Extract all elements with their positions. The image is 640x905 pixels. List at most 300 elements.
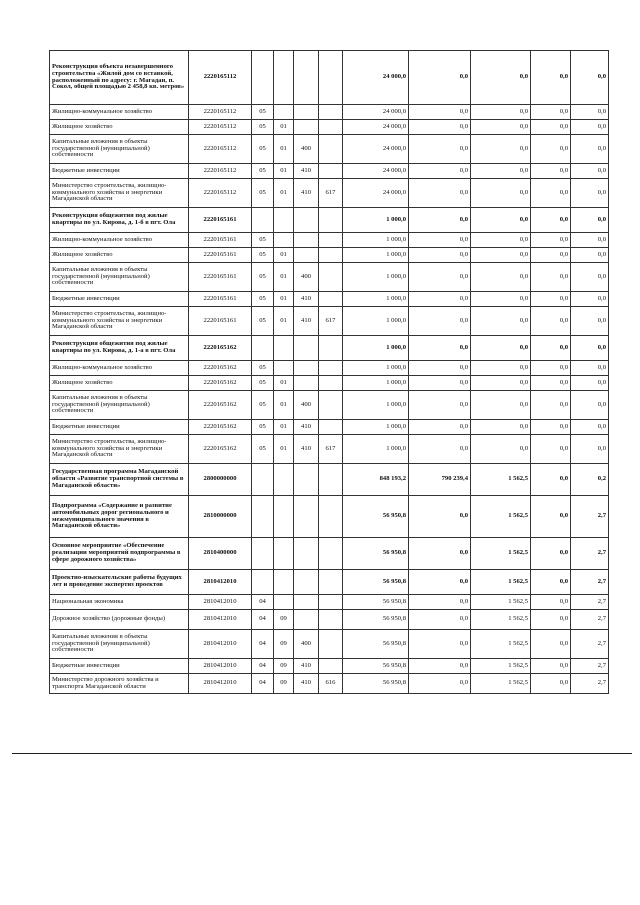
amount-4: 0,0 (571, 336, 609, 361)
expense-type-code: 410 (294, 164, 319, 179)
amount-federal: 0,0 (409, 376, 471, 391)
amount-3: 0,0 (531, 538, 571, 570)
amount-2: 0,0 (471, 135, 531, 164)
table-row (50, 420, 609, 435)
table-row (50, 179, 609, 208)
amount-4: 0,0 (571, 179, 609, 208)
section-code: 05 (252, 376, 274, 391)
amount-total: 24 000,0 (343, 105, 409, 120)
amount-total: 1 000,0 (343, 307, 409, 336)
amount-2: 0,0 (471, 391, 531, 420)
section-code: 05 (252, 120, 274, 135)
amount-federal: 0,0 (409, 248, 471, 263)
row-name: Бюджетные инвестиции (50, 292, 189, 307)
table-row (50, 164, 609, 179)
amount-federal: 0,0 (409, 610, 471, 630)
subsection-code (274, 538, 294, 570)
row-name: Жилищное хозяйство (50, 376, 189, 391)
grbs-code (319, 610, 343, 630)
expense-type-code (294, 233, 319, 248)
amount-2: 1 562,5 (471, 595, 531, 610)
section-code: 04 (252, 659, 274, 674)
section-code (252, 51, 274, 105)
table-row (50, 233, 609, 248)
amount-federal: 0,0 (409, 179, 471, 208)
section-code: 04 (252, 610, 274, 630)
grbs-code (319, 570, 343, 595)
expense-type-code (294, 120, 319, 135)
table-row (50, 263, 609, 292)
amount-2: 0,0 (471, 164, 531, 179)
section-code: 05 (252, 292, 274, 307)
amount-total: 56 950,8 (343, 595, 409, 610)
amount-total: 1 000,0 (343, 391, 409, 420)
amount-3: 0,0 (531, 164, 571, 179)
budget-table (49, 50, 609, 694)
subsection-code: 01 (274, 248, 294, 263)
row-name: Бюджетные инвестиции (50, 659, 189, 674)
amount-4: 0,0 (571, 435, 609, 464)
amount-2: 1 562,5 (471, 630, 531, 659)
amount-3: 0,0 (531, 674, 571, 694)
expense-type-code (294, 105, 319, 120)
grbs-code (319, 659, 343, 674)
row-name: Капитальные вложения в объекты государственной (муниципальной) собственности (50, 630, 189, 659)
amount-2: 0,0 (471, 435, 531, 464)
amount-total: 24 000,0 (343, 179, 409, 208)
amount-2: 1 562,5 (471, 659, 531, 674)
subsection-code: 01 (274, 420, 294, 435)
amount-2: 1 562,5 (471, 538, 531, 570)
row-name: Министерство строительства, жилищно-коммунального хозяйства и энергетики Магаданской области (50, 307, 189, 336)
amount-3: 0,0 (531, 336, 571, 361)
amount-4: 0,0 (571, 248, 609, 263)
amount-4: 0,0 (571, 391, 609, 420)
section-code: 05 (252, 263, 274, 292)
target-code: 2220165162 (189, 336, 252, 361)
table-row (50, 208, 609, 233)
amount-3: 0,0 (531, 51, 571, 105)
amount-3: 0,0 (531, 120, 571, 135)
table-row (50, 538, 609, 570)
budget-table-body (50, 51, 609, 694)
table-row (50, 292, 609, 307)
table-row (50, 570, 609, 595)
amount-3: 0,0 (531, 179, 571, 208)
amount-total: 56 950,8 (343, 659, 409, 674)
row-name: Дорожное хозяйство (дорожные фонды) (50, 610, 189, 630)
grbs-code (319, 263, 343, 292)
subsection-code (274, 336, 294, 361)
row-name: Жилищное хозяйство (50, 248, 189, 263)
grbs-code (319, 538, 343, 570)
amount-federal: 0,0 (409, 105, 471, 120)
grbs-code: 617 (319, 435, 343, 464)
amount-3: 0,0 (531, 420, 571, 435)
amount-2: 0,0 (471, 208, 531, 233)
table-row (50, 391, 609, 420)
table-row (50, 610, 609, 630)
amount-3: 0,0 (531, 135, 571, 164)
section-code (252, 208, 274, 233)
target-code: 2810412010 (189, 659, 252, 674)
subsection-code (274, 208, 294, 233)
grbs-code (319, 595, 343, 610)
amount-2: 0,0 (471, 263, 531, 292)
table-row (50, 659, 609, 674)
section-code: 05 (252, 248, 274, 263)
grbs-code (319, 496, 343, 538)
amount-total: 1 000,0 (343, 420, 409, 435)
section-code (252, 538, 274, 570)
amount-federal: 0,0 (409, 361, 471, 376)
amount-federal: 0,0 (409, 570, 471, 595)
amount-3: 0,0 (531, 659, 571, 674)
row-name: Министерство дорожного хозяйства и транспорта Магаданской области (50, 674, 189, 694)
table-row (50, 630, 609, 659)
subsection-code: 01 (274, 391, 294, 420)
amount-4: 0,0 (571, 361, 609, 376)
row-name: Жилищно-коммунальное хозяйство (50, 361, 189, 376)
section-code: 05 (252, 179, 274, 208)
expense-type-code (294, 376, 319, 391)
section-code (252, 464, 274, 496)
amount-3: 0,0 (531, 208, 571, 233)
bottom-rule (12, 753, 632, 754)
expense-type-code (294, 208, 319, 233)
amount-federal: 0,0 (409, 435, 471, 464)
amount-federal: 0,0 (409, 208, 471, 233)
subsection-code: 01 (274, 135, 294, 164)
amount-2: 0,0 (471, 51, 531, 105)
section-code: 04 (252, 595, 274, 610)
target-code: 2220165161 (189, 292, 252, 307)
amount-3: 0,0 (531, 292, 571, 307)
amount-4: 0,0 (571, 420, 609, 435)
target-code: 2220165112 (189, 51, 252, 105)
table-row (50, 135, 609, 164)
grbs-code (319, 51, 343, 105)
row-name: Жилищно-коммунальное хозяйство (50, 105, 189, 120)
amount-2: 0,0 (471, 307, 531, 336)
grbs-code (319, 208, 343, 233)
target-code: 2220165162 (189, 420, 252, 435)
amount-2: 1 562,5 (471, 610, 531, 630)
amount-4: 0,0 (571, 208, 609, 233)
expense-type-code: 410 (294, 420, 319, 435)
amount-federal: 0,0 (409, 391, 471, 420)
row-name: Реконструкция общежития под жилые квартиры по ул. Кирова, д. 1-б в пгт. Ола (50, 208, 189, 233)
amount-3: 0,0 (531, 496, 571, 538)
expense-type-code: 410 (294, 307, 319, 336)
target-code: 2220165161 (189, 307, 252, 336)
expense-type-code: 410 (294, 435, 319, 464)
row-name: Бюджетные инвестиции (50, 164, 189, 179)
subsection-code: 09 (274, 674, 294, 694)
amount-federal: 0,0 (409, 659, 471, 674)
row-name: Жилищное хозяйство (50, 120, 189, 135)
grbs-code (319, 361, 343, 376)
amount-federal: 0,0 (409, 135, 471, 164)
expense-type-code (294, 336, 319, 361)
table-row (50, 51, 609, 105)
amount-federal: 0,0 (409, 538, 471, 570)
amount-4: 2,7 (571, 674, 609, 694)
amount-3: 0,0 (531, 361, 571, 376)
row-name: Государственная программа Магаданской области «Развитие транспортной системы в Магаданской области» (50, 464, 189, 496)
target-code: 2220165161 (189, 208, 252, 233)
section-code: 04 (252, 630, 274, 659)
amount-4: 2,7 (571, 659, 609, 674)
row-name: Капитальные вложения в объекты государственной (муниципальной) собственности (50, 263, 189, 292)
subsection-code (274, 51, 294, 105)
amount-4: 0,0 (571, 51, 609, 105)
amount-total: 24 000,0 (343, 135, 409, 164)
target-code: 2220165162 (189, 376, 252, 391)
subsection-code: 01 (274, 307, 294, 336)
expense-type-code (294, 595, 319, 610)
amount-federal: 0,0 (409, 420, 471, 435)
amount-3: 0,0 (531, 105, 571, 120)
expense-type-code: 400 (294, 391, 319, 420)
grbs-code: 617 (319, 307, 343, 336)
section-code: 05 (252, 307, 274, 336)
target-code: 2810412010 (189, 610, 252, 630)
amount-total: 24 000,0 (343, 51, 409, 105)
amount-total: 1 000,0 (343, 292, 409, 307)
table-row (50, 674, 609, 694)
amount-3: 0,0 (531, 307, 571, 336)
amount-total: 1 000,0 (343, 248, 409, 263)
subsection-code: 01 (274, 435, 294, 464)
amount-4: 2,7 (571, 538, 609, 570)
subsection-code: 01 (274, 179, 294, 208)
amount-total: 1 000,0 (343, 263, 409, 292)
grbs-code (319, 233, 343, 248)
row-name: Бюджетные инвестиции (50, 420, 189, 435)
amount-federal: 0,0 (409, 120, 471, 135)
subsection-code (274, 361, 294, 376)
grbs-code (319, 420, 343, 435)
target-code: 2220165112 (189, 120, 252, 135)
amount-2: 0,0 (471, 292, 531, 307)
target-code: 2220165162 (189, 435, 252, 464)
amount-3: 0,0 (531, 464, 571, 496)
target-code: 2220165161 (189, 263, 252, 292)
amount-4: 2,7 (571, 630, 609, 659)
section-code: 05 (252, 164, 274, 179)
amount-federal: 0,0 (409, 51, 471, 105)
subsection-code: 09 (274, 610, 294, 630)
table-row (50, 307, 609, 336)
amount-total: 56 950,8 (343, 674, 409, 694)
amount-2: 0,0 (471, 120, 531, 135)
amount-3: 0,0 (531, 376, 571, 391)
amount-2: 1 562,5 (471, 570, 531, 595)
amount-4: 0,0 (571, 233, 609, 248)
amount-2: 0,0 (471, 105, 531, 120)
amount-total: 1 000,0 (343, 376, 409, 391)
grbs-code (319, 292, 343, 307)
target-code: 2220165112 (189, 164, 252, 179)
amount-4: 0,0 (571, 263, 609, 292)
target-code: 2810412010 (189, 630, 252, 659)
grbs-code (319, 164, 343, 179)
amount-3: 0,0 (531, 610, 571, 630)
amount-4: 0,0 (571, 164, 609, 179)
section-code: 05 (252, 420, 274, 435)
amount-2: 0,0 (471, 420, 531, 435)
subsection-code (274, 233, 294, 248)
expense-type-code (294, 464, 319, 496)
expense-type-code: 410 (294, 292, 319, 307)
grbs-code: 616 (319, 674, 343, 694)
target-code: 2800000000 (189, 464, 252, 496)
grbs-code (319, 120, 343, 135)
table-row (50, 361, 609, 376)
amount-total: 56 950,8 (343, 496, 409, 538)
amount-total: 1 000,0 (343, 233, 409, 248)
expense-type-code (294, 538, 319, 570)
amount-total: 24 000,0 (343, 120, 409, 135)
subsection-code: 09 (274, 630, 294, 659)
table-row (50, 376, 609, 391)
target-code: 2220165112 (189, 179, 252, 208)
table-row (50, 496, 609, 538)
expense-type-code (294, 570, 319, 595)
amount-federal: 790 239,4 (409, 464, 471, 496)
subsection-code (274, 464, 294, 496)
amount-total: 56 950,8 (343, 538, 409, 570)
amount-federal: 0,0 (409, 233, 471, 248)
section-code: 05 (252, 391, 274, 420)
amount-total: 56 950,8 (343, 570, 409, 595)
expense-type-code: 400 (294, 630, 319, 659)
amount-federal: 0,0 (409, 595, 471, 610)
section-code: 05 (252, 105, 274, 120)
target-code: 2220165161 (189, 233, 252, 248)
row-name: Министерство строительства, жилищно-коммунального хозяйства и энергетики Магаданской области (50, 179, 189, 208)
row-name: Капитальные вложения в объекты государственной (муниципальной) собственности (50, 135, 189, 164)
table-row (50, 336, 609, 361)
amount-4: 0,0 (571, 307, 609, 336)
target-code: 2810412010 (189, 595, 252, 610)
amount-total: 56 950,8 (343, 630, 409, 659)
amount-2: 0,0 (471, 376, 531, 391)
row-name: Реконструкция объекта незавершенного строительства «Жилой дом со вставкой, расположенный по адресу: г. Магадан, п. Сокол, общей площадью 2 458,8 кв. метров» (50, 51, 189, 105)
section-code (252, 570, 274, 595)
expense-type-code: 410 (294, 179, 319, 208)
amount-federal: 0,0 (409, 630, 471, 659)
amount-4: 0,0 (571, 376, 609, 391)
amount-federal: 0,0 (409, 307, 471, 336)
section-code: 05 (252, 233, 274, 248)
expense-type-code (294, 361, 319, 376)
expense-type-code (294, 496, 319, 538)
subsection-code: 01 (274, 263, 294, 292)
amount-2: 0,0 (471, 336, 531, 361)
target-code: 2810412010 (189, 674, 252, 694)
target-code: 2220165162 (189, 361, 252, 376)
grbs-code (319, 105, 343, 120)
grbs-code: 617 (319, 179, 343, 208)
subsection-code (274, 105, 294, 120)
amount-3: 0,0 (531, 263, 571, 292)
expense-type-code: 400 (294, 263, 319, 292)
subsection-code: 01 (274, 164, 294, 179)
amount-4: 0,0 (571, 105, 609, 120)
target-code: 2220165161 (189, 248, 252, 263)
subsection-code (274, 570, 294, 595)
amount-2: 1 562,5 (471, 674, 531, 694)
target-code: 2810000000 (189, 496, 252, 538)
row-name: Основное мероприятие «Обеспечение реализации мероприятий подпрограммы в сфере дорожного хозяйства» (50, 538, 189, 570)
target-code: 2220165112 (189, 135, 252, 164)
amount-total: 1 000,0 (343, 336, 409, 361)
subsection-code: 09 (274, 659, 294, 674)
expense-type-code: 410 (294, 674, 319, 694)
amount-3: 0,0 (531, 435, 571, 464)
amount-federal: 0,0 (409, 292, 471, 307)
row-name: Капитальные вложения в объекты государственной (муниципальной) собственности (50, 391, 189, 420)
grbs-code (319, 391, 343, 420)
amount-4: 0,2 (571, 464, 609, 496)
amount-2: 0,0 (471, 179, 531, 208)
section-code (252, 496, 274, 538)
target-code: 2810412010 (189, 570, 252, 595)
row-name: Подпрограмма «Содержание и развитие автомобильных дорог регионального и межмуниципального значения в Магаданской области» (50, 496, 189, 538)
row-name: Министерство строительства, жилищно-коммунального хозяйства и энергетики Магаданской области (50, 435, 189, 464)
table-row (50, 464, 609, 496)
amount-3: 0,0 (531, 248, 571, 263)
amount-total: 56 950,8 (343, 610, 409, 630)
table-row (50, 595, 609, 610)
subsection-code (274, 496, 294, 538)
amount-4: 2,7 (571, 570, 609, 595)
section-code: 05 (252, 361, 274, 376)
grbs-code (319, 376, 343, 391)
target-code: 2810400000 (189, 538, 252, 570)
amount-federal: 0,0 (409, 164, 471, 179)
table-row (50, 105, 609, 120)
amount-2: 1 562,5 (471, 464, 531, 496)
grbs-code (319, 248, 343, 263)
subsection-code (274, 595, 294, 610)
amount-total: 1 000,0 (343, 435, 409, 464)
amount-3: 0,0 (531, 630, 571, 659)
table-row (50, 248, 609, 263)
grbs-code (319, 135, 343, 164)
amount-4: 2,7 (571, 610, 609, 630)
amount-total: 24 000,0 (343, 164, 409, 179)
amount-3: 0,0 (531, 570, 571, 595)
table-row (50, 435, 609, 464)
section-code (252, 336, 274, 361)
amount-4: 2,7 (571, 595, 609, 610)
amount-2: 0,0 (471, 248, 531, 263)
amount-total: 848 193,2 (343, 464, 409, 496)
row-name: Жилищно-коммунальное хозяйство (50, 233, 189, 248)
amount-4: 2,7 (571, 496, 609, 538)
amount-federal: 0,0 (409, 674, 471, 694)
amount-3: 0,0 (531, 233, 571, 248)
grbs-code (319, 464, 343, 496)
expense-type-code: 410 (294, 659, 319, 674)
subsection-code: 01 (274, 292, 294, 307)
row-name: Реконструкция общежития под жилые квартиры по ул. Кирова, д. 1-а в пгт. Ола (50, 336, 189, 361)
section-code: 05 (252, 435, 274, 464)
subsection-code: 01 (274, 120, 294, 135)
